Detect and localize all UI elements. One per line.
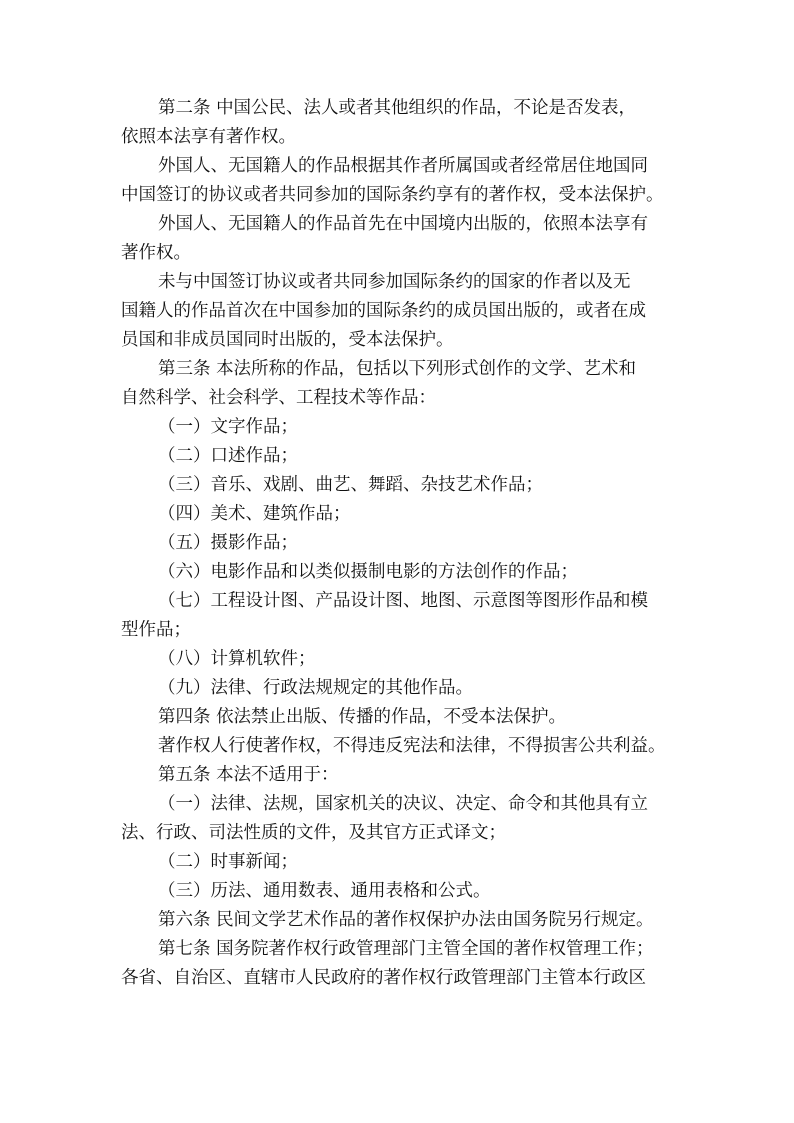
text-line: 第七条 国务院著作权行政管理部门主管全国的著作权管理工作； (158, 939, 654, 959)
text-line: 外国人、无国籍人的作品根据其作者所属国或者经常居住地国同 (158, 156, 648, 176)
text-line: 第四条 依法禁止出版、传播的作品，不受本法保护。 (158, 707, 567, 727)
text-line: 著作权。 (121, 243, 191, 263)
text-line: （七）工程设计图、产品设计图、地图、示意图等图形作品和模 (158, 591, 648, 611)
text-line: 自然科学、社会科学、工程技术等作品： (121, 388, 436, 408)
text-line: 依照本法享有著作权。 (121, 127, 296, 147)
text-line: 各省、自治区、直辖市人民政府的著作权行政管理部门主管本行政区 (121, 968, 646, 988)
text-line: 著作权人行使著作权，不得违反宪法和法律，不得损害公共利益。 (158, 736, 666, 756)
text-line: （二）口述作品； (158, 446, 298, 466)
text-line: （五）摄影作品； (158, 533, 298, 553)
text-line: （一）法律、法规，国家机关的决议、决定、命令和其他具有立 (158, 794, 648, 814)
text-line: （三）音乐、戏剧、曲艺、舞蹈、杂技艺术作品； (158, 475, 543, 495)
text-line: （六）电影作品和以类似摄制电影的方法创作的作品； (158, 562, 578, 582)
text-line: 国籍人的作品首次在中国参加的国际条约的成员国出版的，或者在成 (121, 301, 646, 321)
text-line: 第五条 本法不适用于： (158, 765, 339, 785)
text-line: 中国签订的协议或者共同参加的国际条约享有的著作权，受本法保护。 (121, 185, 664, 205)
text-line: 第二条 中国公民、法人或者其他组织的作品，不论是否发表， (158, 98, 637, 118)
text-line: 外国人、无国籍人的作品首先在中国境内出版的，依照本法享有 (158, 214, 648, 234)
text-line: （三）历法、通用数表、通用表格和公式。 (158, 881, 491, 901)
text-line: 型作品； (121, 620, 191, 640)
text-line: 第三条 本法所称的作品，包括以下列形式创作的文学、艺术和 (158, 359, 637, 379)
text-line: 员国和非成员国同时出版的，受本法保护。 (121, 330, 454, 350)
text-line: （八）计算机软件； (158, 649, 316, 669)
text-line: 第六条 民间文学艺术作品的著作权保护办法由国务院另行规定。 (158, 910, 654, 930)
text-line: （四）美术、建筑作品； (158, 504, 351, 524)
text-line: （九）法律、行政法规规定的其他作品。 (158, 678, 473, 698)
text-line: （二）时事新闻； (158, 852, 298, 872)
text-line: （一）文字作品； (158, 417, 298, 437)
document-body (121, 94, 681, 993)
text-line: 法、行政、司法性质的文件，及其官方正式译文； (121, 823, 506, 843)
text-line: 未与中国签订协议或者共同参加国际条约的国家的作者以及无 (158, 272, 631, 292)
